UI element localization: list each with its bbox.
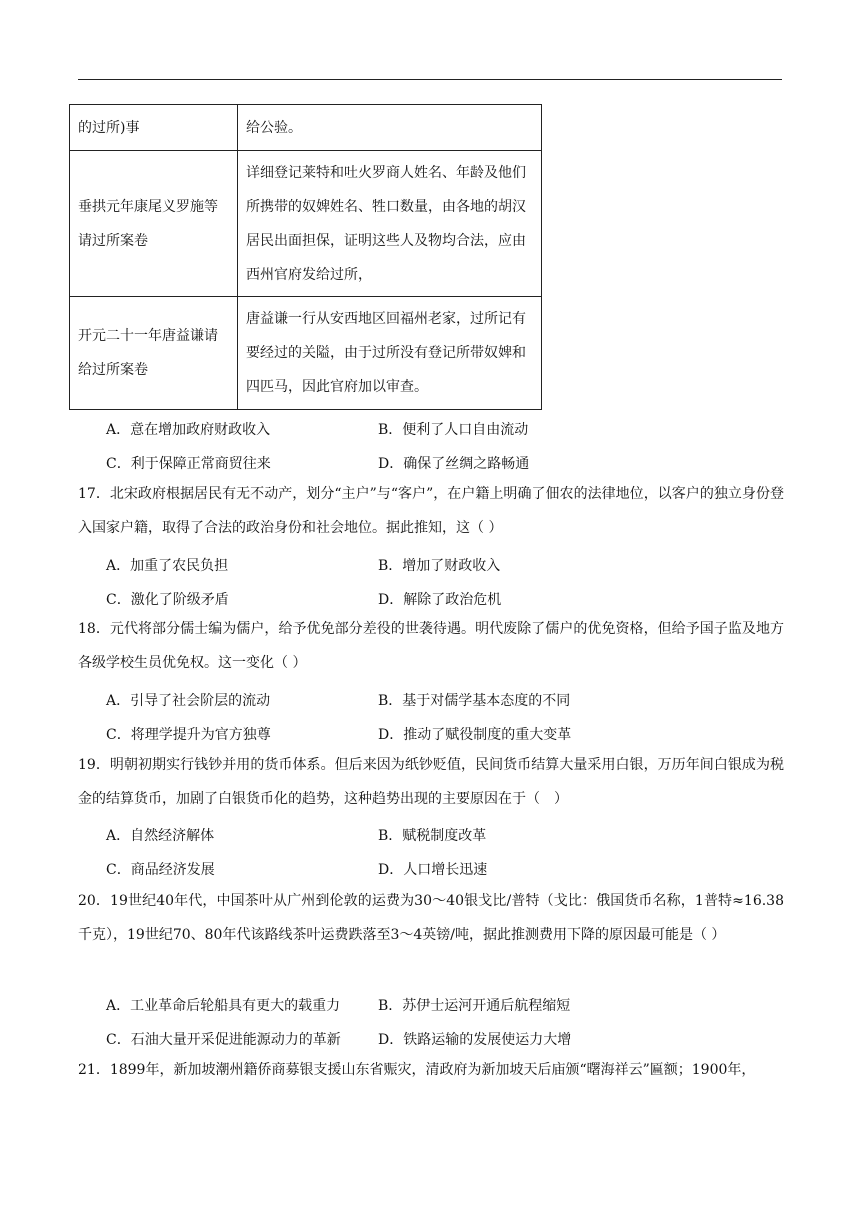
option-row (106, 825, 782, 845)
option-a[interactable]: A．引导了社会阶层的流动 (106, 693, 271, 709)
option-row (106, 589, 782, 609)
option-row (106, 690, 782, 710)
option-d[interactable]: D．确保了丝绸之路畅通 (378, 456, 530, 472)
option-row (106, 1029, 782, 1049)
option-row (106, 453, 782, 473)
option-a[interactable]: A．意在增加政府财政收入 (106, 422, 271, 438)
table-row (70, 151, 542, 297)
option-b[interactable]: B．赋税制度改革 (378, 828, 487, 844)
option-c[interactable]: C．将理学提升为官方独尊 (106, 727, 271, 743)
option-row (106, 419, 782, 439)
option-b[interactable]: B．基于对儒学基本态度的不同 (378, 693, 571, 709)
option-row (106, 724, 782, 744)
table-row (70, 105, 542, 151)
option-a[interactable]: A．加重了农民负担 (106, 558, 229, 574)
table-cell: 唐益谦一行从安西地区回福州老家，过所记有要经过的关隘，由于过所没有登记所带奴婢和四匹马，因此官府加以审查。 (238, 297, 542, 410)
option-b[interactable]: B．增加了财政收入 (378, 558, 501, 574)
option-row (106, 555, 782, 575)
header-rule (78, 79, 782, 80)
table-cell: 详细登记莱特和吐火罗商人姓名、年龄及他们所携带的奴婢姓名、牲口数量，由各地的胡汉居民出面担保，证明这些人及物均合法，应由西州官府发给过所， (238, 151, 542, 297)
option-c[interactable]: C．商品经济发展 (106, 862, 215, 878)
option-row (106, 859, 782, 879)
option-b[interactable]: B．苏伊士运河开通后航程缩短 (378, 998, 571, 1014)
question-stem: 21．1899年，新加坡潮州籍侨商募银支援山东省赈灾，清政府为新加坡天后庙颁“曙海祥云”匾额；1900年， (78, 1062, 756, 1078)
table-cell: 开元二十一年唐益谦请给过所案卷 (70, 297, 238, 410)
question-stem: 19．明朝初期实行钱钞并用的货币体系。但后来因为纸钞贬值，民间货币结算大量采用白银，万历年间白银成为税金的结算货币，加剧了白银货币化的趋势，这种趋势出现的主要原因在于（ ） (78, 757, 784, 807)
table-cell: 给公验。 (238, 105, 542, 151)
option-c[interactable]: C．石油大量开采促进能源动力的革新 (106, 1032, 341, 1048)
option-b[interactable]: B．便利了人口自由流动 (378, 422, 529, 438)
option-d[interactable]: D．铁路运输的发展使运力大增 (378, 1032, 572, 1048)
table-cell: 的过所)事 (70, 105, 238, 151)
option-a[interactable]: A．工业革命后轮船具有更大的载重力 (106, 998, 341, 1014)
option-c[interactable]: C．利于保障正常商贸往来 (106, 456, 271, 472)
question-stem: 20．19世纪40年代，中国茶叶从广州到伦敦的运费为30～40银戈比/普特（戈比：俄国货币名称，1普特≈16.38千克），19世纪70、80年代该路线茶叶运费跌落至3～4英镑/吨，据此推测费用下降的原因最可能是（ ） (78, 893, 784, 943)
option-d[interactable]: D．推动了赋役制度的重大变革 (378, 727, 572, 743)
option-d[interactable]: D．解除了政治危机 (378, 592, 502, 608)
table-row (70, 297, 542, 410)
pass-records-table (69, 104, 542, 410)
table-cell: 垂拱元年康尾义罗施等请过所案卷 (70, 151, 238, 297)
option-a[interactable]: A．自然经济解体 (106, 828, 215, 844)
question-stem: 17．北宋政府根据居民有无不动产，划分“主户”与“客户”，在户籍上明确了佃农的法律地位，以客户的独立身份登入国家户籍，取得了合法的政治身份和社会地位。据此推知，这（ ） (78, 486, 784, 536)
option-row (106, 995, 782, 1015)
option-d[interactable]: D．人口增长迅速 (378, 862, 488, 878)
option-c[interactable]: C．激化了阶级矛盾 (106, 592, 229, 608)
question-stem: 18．元代将部分儒士编为儒户，给予优免部分差役的世袭待遇。明代废除了儒户的优免资格，但给予国子监及地方各级学校生员优免权。这一变化（ ） (78, 621, 784, 671)
